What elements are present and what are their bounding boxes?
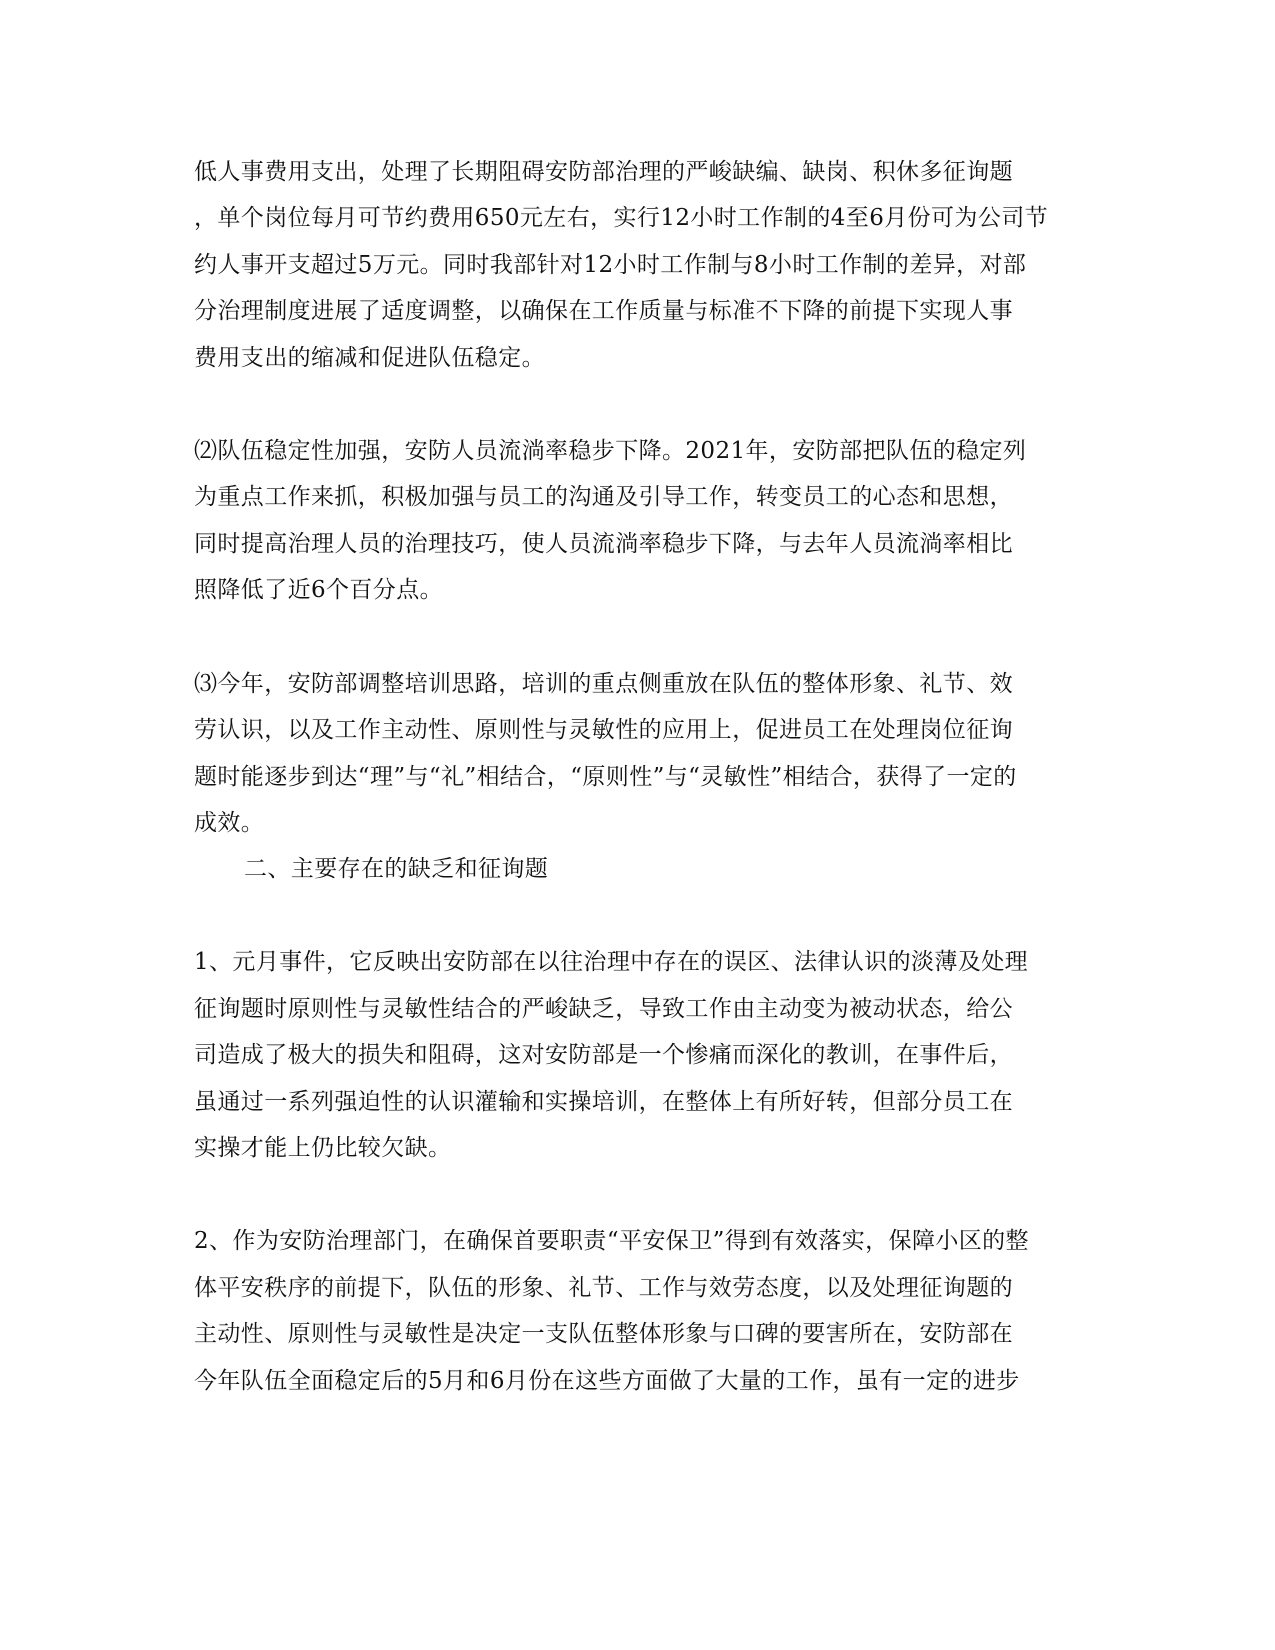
text-line: ⑶今年，安防部调整培训思路，培训的重点侧重放在队伍的整体形象、礼节、效: [194, 671, 1013, 697]
text-line: 主动性、原则性与灵敏性是决定一支队伍整体形象与口碑的要害所在，安防部在: [194, 1321, 1013, 1347]
text-line: 体平安秩序的前提下，队伍的形象、礼节、工作与效劳态度，以及处理征询题的: [194, 1275, 1013, 1301]
text-line: 低人事费用支出，处理了长期阻碍安防部治理的严峻缺编、缺岗、积休多征询题: [194, 159, 1013, 185]
text-line: 费用支出的缩减和促进队伍稳定。: [194, 345, 545, 371]
text-line: 分治理制度进展了适度调整，以确保在工作质量与标准不下降的前提下实现人事: [194, 298, 1013, 324]
text-line: ⑵队伍稳定性加强，安防人员流淌率稳步下降。2021年，安防部把队伍的稳定列: [194, 438, 1027, 464]
text-line: 成效。: [194, 810, 265, 836]
text-line: 1、元月事件，它反映出安防部在以往治理中存在的误区、法律认识的淡薄及处理: [194, 949, 1029, 975]
text-line: 虽通过一系列强迫性的认识灌输和实操培训，在整体上有所好转，但部分员工在: [194, 1089, 1013, 1115]
text-line: 劳认识，以及工作主动性、原则性与灵敏性的应用上，促进员工在处理岗位征询: [194, 717, 1013, 743]
text-line: 照降低了近6个百分点。: [194, 577, 444, 603]
text-line: 征询题时原则性与灵敏性结合的严峻缺乏，导致工作由主动变为被动状态，给公: [194, 996, 1013, 1022]
text-line: 今年队伍全面稳定后的5月和6月份在这些方面做了大量的工作，虽有一定的进步: [194, 1368, 1020, 1394]
text-line: 同时提高治理人员的治理技巧，使人员流淌率稳步下降，与去年人员流淌率相比: [194, 531, 1013, 557]
text-line: ，单个岗位每月可节约费用650元左右，实行12小时工作制的4至6月份可为公司节: [194, 205, 1049, 231]
section-heading: 二、主要存在的缺乏和征询题: [244, 856, 549, 882]
text-line: 2、作为安防治理部门，在确保首要职责“平安保卫”得到有效落实，保障小区的整: [194, 1228, 1029, 1254]
text-line: 为重点工作来抓，积极加强与员工的沟通及引导工作，转变员工的心态和思想，: [194, 484, 1013, 510]
text-line: 实操才能上仍比较欠缺。: [194, 1135, 452, 1161]
text-line: 约人事开支超过5万元。同时我部针对12小时工作制与8小时工作制的差异，对部: [194, 252, 1027, 278]
text-line: 题时能逐步到达“理”与“礼”相结合，“原则性”与“灵敏性”相结合，获得了一定的: [194, 764, 1017, 790]
text-line: 司造成了极大的损失和阻碍，这对安防部是一个惨痛而深化的教训，在事件后，: [194, 1042, 1013, 1068]
